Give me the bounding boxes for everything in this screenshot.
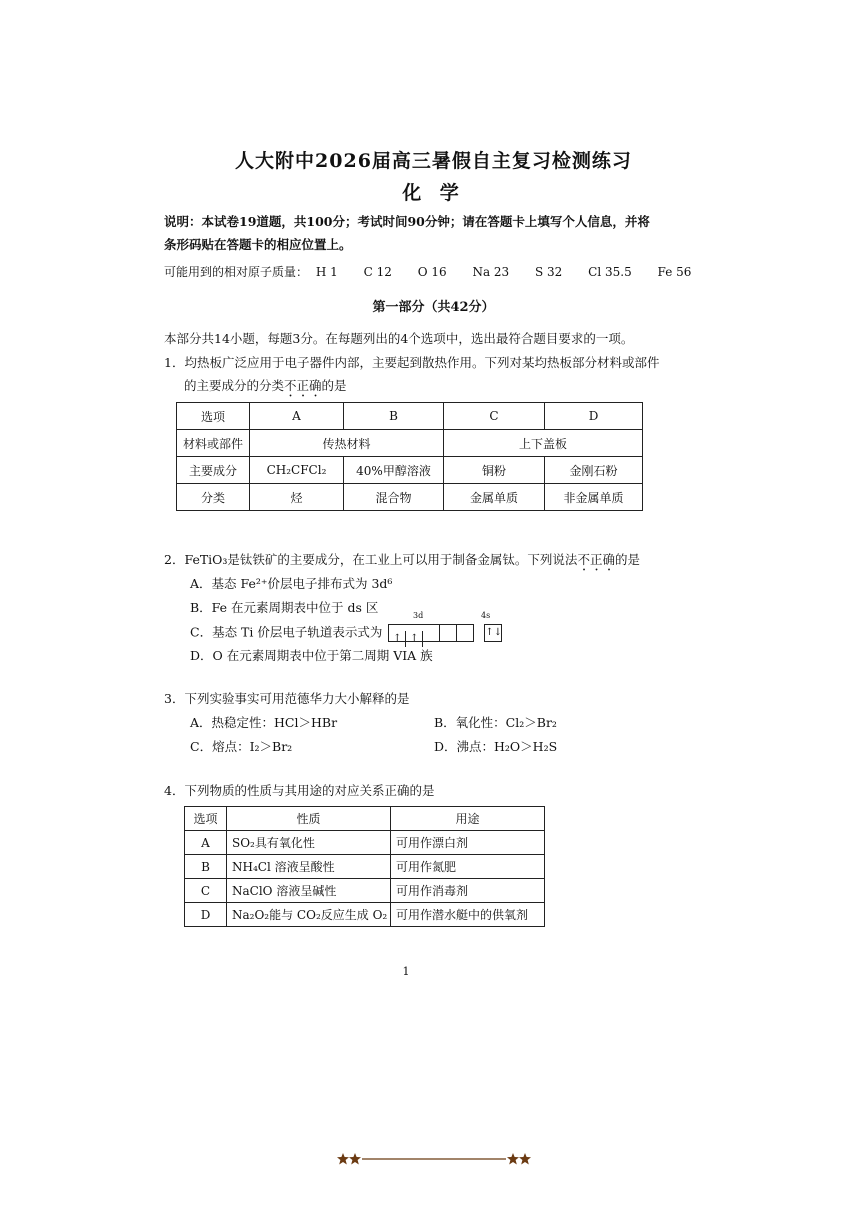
star-icon — [507, 1153, 519, 1165]
atomic-mass-item: C 12 — [363, 265, 392, 279]
table-row — [177, 457, 643, 484]
table-row — [177, 430, 643, 457]
table-cell: SO₂具有氧化性 — [227, 831, 391, 855]
section-title: 第一部分（共42分） — [372, 300, 495, 315]
instructions-line-2: 条形码贴在答题卡的相应位置上。 — [164, 237, 352, 252]
table-cell: Na₂O₂能与 CO₂反应生成 O₂ — [227, 903, 391, 927]
q2-stem-end: 的是 — [614, 552, 640, 567]
q3-option-d: D．沸点：H₂O＞H₂S — [434, 739, 558, 754]
table-row — [185, 831, 545, 855]
table-row — [185, 807, 545, 831]
table-cell: B — [344, 403, 444, 430]
q2-option-c-text: C．基态 Ti 价层电子轨道表示式为 — [190, 624, 383, 640]
table-row — [177, 484, 643, 511]
page-number: 1 — [402, 965, 410, 978]
table-cell: 传热材料 — [250, 430, 444, 457]
section-intro: 本部分共14小题，每题3分。在每题列出的4个选项中，选出最符合题目要求的一项。 — [164, 331, 634, 346]
atomic-mass-item: Cl 35.5 — [588, 265, 632, 279]
q4-stem: 4．下列物质的性质与其用途的对应关系正确的是 — [164, 783, 435, 798]
q1-table — [176, 402, 643, 511]
q1-stem-line-2 — [184, 378, 347, 400]
atomic-mass-item: Na 23 — [472, 265, 510, 279]
orbital-box — [457, 625, 473, 641]
table-row — [185, 855, 545, 879]
table-cell: D — [185, 903, 227, 927]
table-cell: 可用作漂白剂 — [391, 831, 545, 855]
table-cell: 可用作氮肥 — [391, 855, 545, 879]
table-cell: 选项 — [185, 807, 227, 831]
q1-emphasis: 不正确 — [284, 378, 322, 393]
star-icon — [519, 1153, 531, 1165]
table-cell: 非金属单质 — [545, 484, 643, 511]
table-row — [185, 879, 545, 903]
orbital-box: ↑ — [389, 631, 406, 647]
orbital-4s-boxes — [484, 624, 502, 642]
q2-stem-text: 2．FeTiO₃是钛铁矿的主要成分，在工业上可以用于制备金属钛。下列说法 — [164, 552, 578, 567]
table-cell: CH₂CFCl₂ — [250, 457, 344, 484]
atomic-mass-item: Fe 56 — [657, 265, 692, 279]
orbital-4s-label: 4s — [481, 611, 491, 620]
q2-stem — [164, 552, 640, 574]
table-cell: 分类 — [177, 484, 250, 511]
subject-title: 化 学 — [402, 182, 465, 204]
table-cell: 铜粉 — [444, 457, 545, 484]
table-cell: NH₄Cl 溶液呈酸性 — [227, 855, 391, 879]
table-cell: A — [185, 831, 227, 855]
table-cell: 金刚石粉 — [545, 457, 643, 484]
instructions-line-1: 说明：本试卷19道题，共100分；考试时间90分钟；请在答题卡上填写个人信息，并将 — [164, 214, 650, 229]
table-cell: 用途 — [391, 807, 545, 831]
q3-option-a: A．热稳定性：HCl＞HBr — [190, 715, 338, 730]
table-cell: C — [185, 879, 227, 903]
atomic-mass-line — [164, 263, 713, 280]
star-icon — [349, 1153, 361, 1165]
table-cell: 材料或部件 — [177, 430, 250, 457]
table-cell: 金属单质 — [444, 484, 545, 511]
table-cell: 选项 — [177, 403, 250, 430]
table-cell: 混合物 — [344, 484, 444, 511]
table-row — [177, 403, 643, 430]
orbital-3d-label: 3d — [413, 611, 424, 620]
q3-stem: 3．下列实验事实可用范德华力大小解释的是 — [164, 691, 410, 706]
table-row — [185, 903, 545, 927]
table-cell: A — [250, 403, 344, 430]
q2-option-a: A．基态 Fe²⁺价层电子排布式为 3d⁶ — [190, 576, 393, 591]
q1-stem-end: 的是 — [321, 378, 347, 393]
q2-option-b: B．Fe 在元素周期表中位于 ds 区 — [190, 600, 379, 615]
instructions — [164, 210, 664, 256]
page-title: 人大附中2026届高三暑假自主复习检测练习 — [235, 150, 632, 172]
table-cell: B — [185, 855, 227, 879]
table-cell: 烃 — [250, 484, 344, 511]
orbital-box — [423, 625, 440, 641]
table-cell: C — [444, 403, 545, 430]
q2-option-c — [190, 624, 502, 642]
table-cell: 性质 — [227, 807, 391, 831]
footer-ornament — [337, 1152, 531, 1166]
q2-emphasis: 不正确 — [577, 552, 615, 567]
q3-option-c: C．熔点：I₂＞Br₂ — [190, 739, 293, 754]
q2-option-d: D．O 在元素周期表中位于第二周期 VIA 族 — [190, 648, 433, 663]
table-cell: 主要成分 — [177, 457, 250, 484]
orbital-box: ↑↓ — [485, 627, 503, 638]
q3-option-b: B．氧化性：Cl₂＞Br₂ — [434, 715, 557, 730]
table-cell: D — [545, 403, 643, 430]
q1-stem-line-1: 1．均热板广泛应用于电子器件内部，主要起到散热作用。下列对某均热板部分材料或部件 — [164, 355, 660, 370]
orbital-box: ↑ — [406, 631, 423, 647]
atomic-mass-item: S 32 — [535, 265, 563, 279]
table-cell: 可用作潜水艇中的供氧剂 — [391, 903, 545, 927]
atomic-mass-item: O 16 — [417, 265, 447, 279]
q4-table — [184, 806, 545, 927]
table-cell: NaClO 溶液呈碱性 — [227, 879, 391, 903]
atomic-mass-item: H 1 — [315, 265, 338, 279]
table-cell: 40%甲醇溶液 — [344, 457, 444, 484]
star-icon — [337, 1153, 349, 1165]
orbital-box — [440, 625, 457, 641]
atomic-mass-label: 可能用到的相对原子质量： — [164, 265, 309, 279]
q1-stem-text: 的主要成分的分类 — [184, 378, 285, 393]
orbital-3d-boxes — [388, 624, 474, 642]
table-cell: 上下盖板 — [444, 430, 643, 457]
table-cell: 可用作消毒剂 — [391, 879, 545, 903]
